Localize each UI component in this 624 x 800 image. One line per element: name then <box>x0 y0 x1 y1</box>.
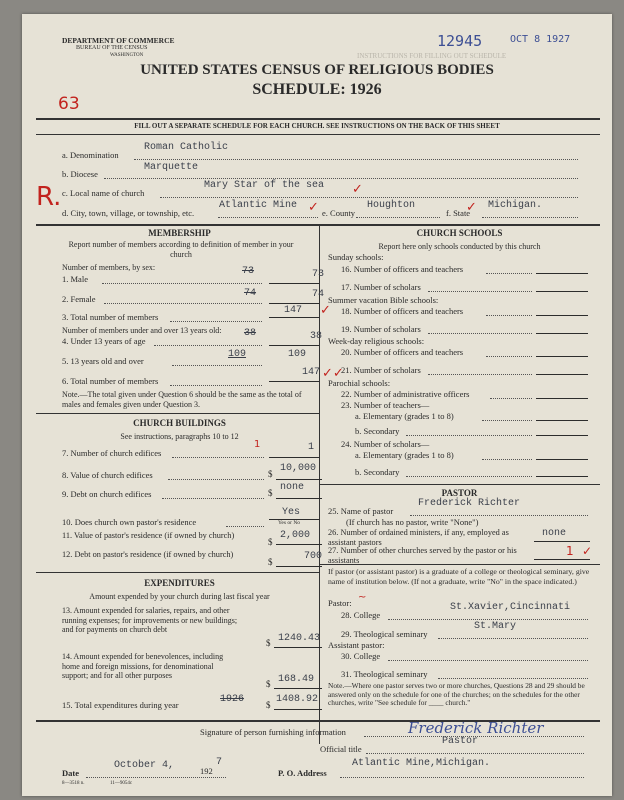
q13-value[interactable]: 1240.43 <box>278 633 321 644</box>
q13-label: 13. Amount expended for salaries, repairs, and other running expenses; for improvements or new buildings; and for payments on church debt <box>62 606 238 635</box>
q12-label: 12. Debt on pastor's residence (if owned by church) <box>62 550 234 559</box>
q11-label: 11. Value of pastor's residence (if owned by church) <box>62 531 235 540</box>
checkmark-q6: ✓✓ <box>322 366 344 381</box>
q27-label: 27. Number of other churches served by the pastor or his assistants <box>328 546 517 565</box>
s23a-label: a. Elementary (grades 1 to 8) <box>355 411 454 421</box>
schedule-year: SCHEDULE: 1926 <box>252 81 382 98</box>
q11-dollar: $ <box>268 537 273 547</box>
date-year-digit[interactable]: 7 <box>216 757 223 768</box>
q14-label: 14. Amount expended for benevolences, including home and foreign missions, for denominational support; and for all other purposes <box>62 652 224 681</box>
schools-intro: Report here only schools conducted by this church <box>378 242 541 251</box>
parochial-heading: Parochial schools: <box>328 378 391 388</box>
denomination-value[interactable]: Roman Catholic <box>144 142 229 153</box>
handwritten-r: R. <box>36 182 62 212</box>
instruction-line: FILL OUT A SEPARATE SCHEDULE FOR EACH CHURCH. SEE INSTRUCTIONS ON THE BACK OF THIS SHEET <box>134 122 500 130</box>
q9-label: 9. Debt on church edifices <box>62 489 152 499</box>
serial-number: 12945 <box>437 32 483 50</box>
q25-sub: (If church has no pastor, write "None") <box>346 517 479 527</box>
checkmark-church-name: ✓ <box>352 182 363 197</box>
q28-value[interactable]: St.Xavier,Cincinnati <box>450 602 571 613</box>
q26-value[interactable]: none <box>542 528 567 539</box>
q27-mark: 1 <box>566 544 574 558</box>
q15-value[interactable]: 1408.92 <box>276 694 319 705</box>
pastor-title: PASTOR <box>441 488 478 498</box>
q2-original: 74 <box>244 288 257 299</box>
county-label: e. County <box>322 208 356 218</box>
s24-label: 24. Number of scholars— <box>341 439 430 449</box>
diocese-value[interactable]: Marquette <box>144 162 199 173</box>
schools-title: CHURCH SCHOOLS <box>416 228 503 238</box>
bureau-label: BUREAU OF THE CENSUS <box>76 45 148 51</box>
membership-note: Note.—The total given under Question 6 should be the same as the total of males and females given under Question 3. <box>62 390 302 409</box>
date-value[interactable]: October 4, <box>114 760 175 771</box>
q9-dollar: $ <box>268 488 273 498</box>
q8-label: 8. Value of church edifices <box>62 470 153 480</box>
dept-label: DEPARTMENT OF COMMERCE <box>62 36 175 45</box>
s24b-label: b. Secondary <box>355 467 400 477</box>
pastor-note: Note.—Where one pastor serves two or more churches, Questions 28 and 29 should be answered only on the schedule for one of the churches; on the schedules for the other churches, write "See schedule for ____ church." <box>328 681 585 708</box>
q29-value[interactable]: St.Mary <box>474 621 517 632</box>
form-title: UNITED STATES CENSUS OF RELIGIOUS BODIES <box>140 62 494 78</box>
city-label: WASHINGTON <box>110 53 144 58</box>
q5-original: 109 <box>228 349 247 360</box>
q8-value[interactable]: 10,000 <box>280 463 317 474</box>
q9-value[interactable]: none <box>280 482 305 493</box>
signature-value[interactable]: Frederick Richter <box>408 719 544 737</box>
s22-label: 22. Number of administrative officers <box>341 389 470 399</box>
official-title-value[interactable]: Pastor <box>442 736 479 747</box>
expenditures-title: EXPENDITURES <box>144 578 215 588</box>
checkmark-county: ✓ <box>466 200 477 215</box>
s23b-label: b. Secondary <box>355 426 400 436</box>
membership-intro: Report number of members according to definition of member in your church <box>68 240 294 259</box>
q7-value[interactable]: 1 <box>308 442 315 453</box>
yes-no-caption: Yes or No <box>278 520 301 526</box>
diocese-label: b. Diocese <box>62 169 98 179</box>
q26-label: 26. Number of ordained ministers, if any, employed as assistant pastors <box>328 528 509 547</box>
city-label-field: d. City, town, village, or township, etc. <box>62 208 195 218</box>
s21-label: 21. Number of scholars <box>341 365 421 375</box>
q7-label: 7. Number of church edifices <box>62 448 162 458</box>
county-value[interactable]: Houghton <box>367 200 416 211</box>
graduate-instructions: If pastor (or assistant pastor) is a graduate of a college or theological seminary, give name of institution below. (If not a graduate, write "No" in the space indicated.) <box>328 567 590 586</box>
q28-label: 28. College <box>341 610 381 620</box>
q4-value[interactable]: 38 <box>310 331 323 342</box>
s17-label: 17. Number of scholars <box>341 282 421 292</box>
q25-value[interactable]: Frederick Richter <box>418 498 521 509</box>
s23-label: 23. Number of teachers— <box>341 400 430 410</box>
q12-value[interactable]: 700 <box>304 551 323 562</box>
pastor-edu-heading: Pastor: <box>328 598 352 608</box>
members-by-age-heading: Number of members under and over 13 years old: <box>62 326 222 335</box>
date-year-prefix: 192 <box>200 766 213 776</box>
denomination-label: a. Denomination <box>62 150 119 160</box>
received-date-stamp: OCT 8 1927 <box>510 34 571 45</box>
weekday-heading: Week-day religious schools: <box>328 336 425 346</box>
q5-label: 5. 13 years old and over <box>62 356 144 366</box>
s24a-label: a. Elementary (grades 1 to 8) <box>355 450 454 460</box>
state-value[interactable]: Michigan. <box>488 200 543 211</box>
q15-dollar: $ <box>266 700 271 710</box>
official-title-label: Official title <box>320 744 362 754</box>
q14-dollar: $ <box>266 679 271 689</box>
q31-label: 31. Theological seminary <box>341 669 428 679</box>
s20-label: 20. Number of officers and teachers <box>341 347 464 357</box>
signature-label: Signature of person furnishing information <box>200 727 346 737</box>
q14-value[interactable]: 168.49 <box>278 674 315 685</box>
q15-year: 1926 <box>220 694 245 705</box>
q5-value[interactable]: 109 <box>288 349 307 360</box>
q1-original: 73 <box>242 266 255 277</box>
q12-dollar: $ <box>268 557 273 567</box>
date-label: Date <box>62 768 79 778</box>
s16-label: 16. Number of officers and teachers <box>341 264 464 274</box>
q2-value[interactable]: 74 <box>312 289 325 300</box>
q10-label: 10. Does church own pastor's residence <box>62 517 197 527</box>
handwritten-63: 63 <box>58 94 80 114</box>
po-address-value[interactable]: Atlantic Mine,Michigan. <box>352 758 491 769</box>
church-name-value[interactable]: Mary Star of the sea <box>204 180 325 191</box>
pastor-mark: ~ <box>358 592 367 603</box>
q10-value[interactable]: Yes <box>282 507 301 518</box>
s18-label: 18. Number of officers and teachers <box>341 306 464 316</box>
buildings-title: CHURCH BUILDINGS <box>133 418 226 428</box>
q1-value[interactable]: 73 <box>312 269 325 280</box>
city-value[interactable]: Atlantic Mine <box>219 200 298 211</box>
members-by-sex-heading: Number of members, by sex: <box>62 263 156 272</box>
summer-heading: Summer vacation Bible schools: <box>328 295 439 305</box>
sunday-heading: Sunday schools: <box>328 252 384 262</box>
q3-label: 3. Total number of members <box>62 312 159 322</box>
expenditures-sub: Amount expended by your church during last fiscal year <box>89 592 270 601</box>
census-schedule-page <box>22 14 612 796</box>
buildings-sub: See instructions, paragraphs 10 to 12 <box>120 432 239 441</box>
po-address-label: P. O. Address <box>278 768 327 778</box>
q30-label: 30. College <box>341 651 381 661</box>
q3-value[interactable]: 147 <box>284 305 303 316</box>
q1-label: 1. Male <box>62 274 88 284</box>
state-label: f. State <box>446 208 471 218</box>
q29-label: 29. Theological seminary <box>341 629 428 639</box>
q4-original: 38 <box>244 328 257 339</box>
faded-instructions-heading: INSTRUCTIONS FOR FILLING OUT SCHEDULE <box>357 52 507 60</box>
asst-edu-heading: Assistant pastor: <box>328 640 385 650</box>
checkmark-q3: ✓ <box>320 303 331 318</box>
form-number: 8—3518 n. <box>62 781 85 786</box>
checkmark-q27: ✓ <box>582 544 593 558</box>
q25-label: 25. Name of pastor <box>328 506 394 516</box>
checkmark-city: ✓ <box>308 200 319 215</box>
q7-mark: 1 <box>254 439 261 450</box>
s19-label: 19. Number of scholars <box>341 324 421 334</box>
q15-label: 15. Total expenditures during year <box>62 700 179 710</box>
q6-value[interactable]: 147 <box>302 367 321 378</box>
membership-title: MEMBERSHIP <box>148 228 211 238</box>
q6-label: 6. Total number of members <box>62 376 159 386</box>
form-number-2: 11—9054c <box>110 781 133 786</box>
q8-dollar: $ <box>268 469 273 479</box>
q4-label: 4. Under 13 years of age <box>62 336 146 346</box>
q11-value[interactable]: 2,000 <box>280 530 311 541</box>
q13-dollar: $ <box>266 638 271 648</box>
q2-label: 2. Female <box>62 294 96 304</box>
church-name-label: c. Local name of church <box>62 188 145 198</box>
